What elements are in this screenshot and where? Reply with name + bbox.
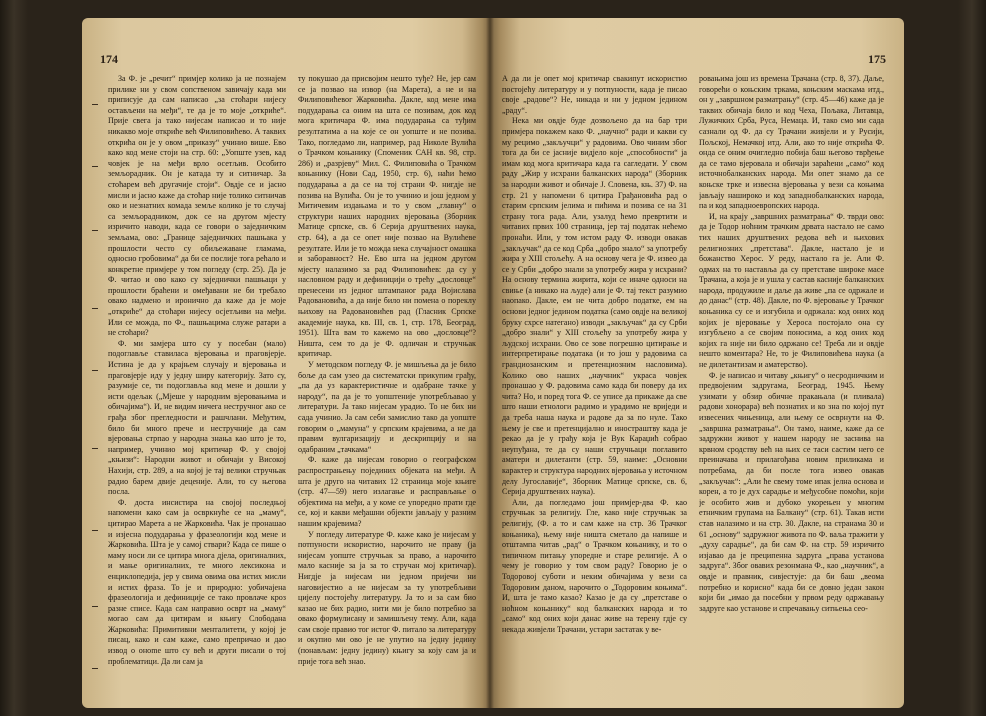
paragraph: И, на крају „завршних разматрања“ Ф. тврди ово: да је Тодор ноћним трачким дрвата настало не само тих наших друштвених редова већ и њихових религиозних „претстава“. Дакле, настало је и божанство Херос. У реду, настало га је. Али Ф. одмах на то наставља да су претставе широке масе Трачана, а која је и ушла у састав касније балканских народа, продужиле и даље да живе „па се одржале и до данас“ (стр. 48). Дакле, по Ф. вјеровање у Трачког коњаника су се и изгубила и одржала: код оних код којих је вјеровање у Хероса постојало она су изгубљено а се својим поносима, а код оних код којих га није ни било одржано се! Треба ли и овдје нешто коментара? Не, то је Филиповићева наука (а не дилетантизам и аматерство).: [699, 211, 884, 370]
paragraph: У методском погледу Ф. је мишљења да је било боље да сам узео да систематски прикупим грађу, „па да уз карактеристичне и одабране тачке у народу“, па да је то уопштеније употребљавао у литератури. Ја тако нијесам урадио. То не бих ни сада учинио. Ја сам себи замислио тако да уопште говорим о „мамуна“ у српским крајевима, а не да правим вулгаризацију и дескрипцију и на одабраним „тачкама“: [298, 360, 476, 454]
left-page: [82, 18, 490, 708]
paragraph: У погледу литературе Ф. каже како је нијесам у потпуности искористио, нарочито не праву (ја нијесам уопште стручњак за право, а нарочито мало касније за ја за то стручан мој критичар). Нигдје ја нијесам ни једном пријечи ни наговијестио а не нијесам за ту употребљиви цијелу постојећу литературу. Ја то и за сам био казао не бих радио, нити ми је било потребно за овако формулисану и замишљену тему. Али, када сам своје правио тог истог Ф. питало за литературу и окупио ми ово је не упутио на једну једину (понављам: једну једину) књигу за коју сам ја и прије тога већ знао.: [298, 529, 476, 666]
right-page: [490, 18, 904, 708]
margin-mark: [92, 668, 98, 669]
margin-mark: [92, 530, 98, 531]
paragraph: Ф. каже да нијесам говорио о географском распрострањењу појединих објеката на међи. А шта је друго на читавих 12 страница моје књиге (стр. 47—59) него излагање и расправљање о објектима на међи, а у коме се упоредно прати где се, кој и какви међашни објекти јављају у разним нашим крајевима?: [298, 455, 476, 528]
page-number-right: 175: [868, 52, 886, 66]
right-page-column-1: [502, 74, 687, 700]
paragraph: А да ли је опет мој критичар свакипут искористио постојећу литературу и у потпуности, када је писао своје „радове“? Не, никада и ни у једном једином „раду“.: [502, 74, 687, 115]
page-number-left: 174: [100, 52, 118, 66]
left-page-column-2: [298, 74, 476, 700]
margin-mark: [92, 370, 98, 371]
paragraph: Нека ми овдје буде дозвољено да на бар три примјера покажем како Ф. „научно“ ради и какви су му рецимо „закључци“ у радовима. Ово чиним због тога да би се јасније видјело које „способности“ ја имам код мога критичара када га сагледати. У свом раду „Жир у исхрани балканских народа“ (Зборник за народни живот и обичаје Ј. Словена, књ. 37) Ф. на стр. 21 у напомени 6 цитира Грађановића рад о старим српским јелима и пићима и позива се на 31 страну тога рада. Али, узалуд ћемо превртити и читавих првих 100 страница, јер тај податак нећемо пронаћи. Или, у том истом раду Ф. изводи овакав „закључак“ да се код Срба „добро знало“ за употребу жира у XIII стољећу. А на основу чега је Ф. извео да се у Срби „добро знали за употребу жира у исхрани? На основу термина жирита, који се иначе односи на свиње (а никако на људе) али је Ф. тај текст разумио наопако. Дакле, ем не чита добро податке, ем на основи једног једином податка (само овдје на великој бруку схрсе натегано) изводи „закључак“ да су Срби „добро знали“ у XIII стољећу за употребу жира у људској исхрани. Ово се зове погрешно цитирање и интерпретирање података (и то још у радовима са грандиозанским и претенциозним насловима). Колико ово наших „научник“ украса човјек пронашао у Ф. радовима само када би поверу да их чита? Но, и поред тога Ф. се уписе да прикаже да све што наши етнологи радимо и урадимо не вриједи и да треба наша наука и радове да за по нуле. Тако њему је све и претенцијално и иностраштву када је рекао да је у грађу која је Вук Караџић cобрао неупуђана, те да су наши стручњаци поглавито аматери и дилетанти (стр. 59, наиме: „Основни карактер и структура народних вјеровања у источном делу Југославије“, Зборник Матице српске, св. 6, Серија друштвених наука).: [502, 116, 687, 497]
margin-mark: [92, 308, 98, 309]
paragraph: Али, да погледамо још примјер-два Ф. као стручњак за религију. Гле, како није стручњак за религију, (Ф. а то и сам каже на стр. 36 Трачког коњаника), њему није ништа сметало да напише и отштампа читав „рад“ о Трачком коњанику, и то о типичном питању упоредне и старе религије. А о чему је говорио у том свом раду? Говорио је о Тодоровој суботи и неким обичајима у вези са Тодоровим даном, нарочито о „Тодоровим коњима“. И, шта је тамо казао? Казао је да су „претставе о ноћном коњанику“ код балканских народа и то „само“ код оних који данас живе на терену гдје су некада живјели Трачани, устари застатак у ве-: [502, 497, 687, 634]
paragraph: ровањима још из времена Трачана (стр. 8, 37). Даље, говорећи о коњским тркама, коњским маскама итд., он у „завршном разматрању“ (стр. 45—46) каже да је таквих обичаја било и код Чеха, Пољака, Литавца, Лужичких Срба, Руса, Немаца. И, тако смо ми сада сазнали од Ф. да су Трачани живјели и у Русији, Пољској, Немачкој итд. Али, ако то није открића Ф. онда се оним очигледно побија баш његово тврђење да се тамо вјеровала и обичаји зараћени „само“ код источнобалканских народа. Ми опет знамо да се коњске трке и извесна вјеровања у вези са коњима јављају нашироко и код западнобалканских народа, па и код западноевропских народа.: [699, 74, 884, 211]
paragraph: Ф. ми замјера што су у посебан (мало) подоглавље ставиласа вјеровања и праговјерје. Истина је да у крајњем случају и вјеровања и праговјерје иду у једну ширу категорију. Зато су, разумије се, ти подоглавља код мене и дошли у исти одељак („Мјеше у народним вјеровањима и обичајима“). И, не видим ничега нестручног ако се грађа због прегледности и рашчлани. Међутим, било би много прече и нестручније да сам вјеровања стрпао у народна знања као што је то, например, учинио мој критичар Ф. у својој „књизи“: Народни живот и обичаји у Високој Нахији, стр. 289, а на којој је тај велики стручњак радио барем двије деценије. Али, то су његова посла.: [108, 338, 286, 497]
left-page-columns: [108, 74, 476, 700]
margin-mark: [92, 166, 98, 167]
right-page-column-2: [699, 74, 884, 700]
paragraph: За Ф. је „речит“ примјер колико ја не познајем прилике ни у свом сопственом завичају када ми приписује да сам написао „за стоћари нијесу остављени на међи“, те да је то моје „откриће“. Прије свега ја тако нијесам написао и то није никакво моје откриће већ Филиповићево. А таквих открића он је у овом „приказу“ учинио више. Ево како код мене стоји на стр. 60: „Уопште узев, кад човјек је на међи врло осетљив. Особито земљорадник. Он је катада ту и ситничар. За стоћарем већ другачије стоји“. Овдје се и јасно мисли и јасно каже да стоћар није толико ситничав око и незнатних комада земље колико је то случај са земљорадником, док се на другом мјесту изричито наводи, када се говори о заједничким земљама, ово: „Границе заједничких пашњака у прошлости често су обиљежаване гламама, односно гробовима“ да би се послије тога рећало и конкретне примјере у том погледу (стр. 25). Да је Ф. читао и ово како су заједнички пашњаци у прошлости браћени и омеђавани не би требало овако надмено и иронично да каже да је моје „откриће“ да стоћари нијесу осјетљиви на међи. Или се можда, по Ф., пашњацима служе ратари а не стоћари?: [108, 74, 286, 338]
margin-mark: [92, 606, 98, 607]
book-gutter: [486, 18, 494, 708]
margin-mark: [92, 230, 98, 231]
paragraph: Ф. доста инсистира на својој последњој напомени како сам ја освркнуће се на „маму“, цитирао Марета а не Жарковића. Чак је пронашао и изјесна подударања у фразеологији код мене и Жарковића. Шта је у самој ствари? Када се пише о маму носи ли се цитира многа дјела, оригиналних, и мање оригиналних, те много лексикона и енциклопедија, јер у свима овима ова истих мисли и истих фраза. То је и природно: уобичајена фразеологија и дефиниције се тако провлаче кроз разне списе. Када сам направио осврт на „маму“ могао сам да цитирам и књигу Слободана Жарковића: Примитивни менталитети, у којој је писац, како и сам каже, само препричао и дао извод о онome што су већ и други писали о тој проблематици. Да ли сам ја: [108, 497, 286, 666]
paragraph: Ф. је написао и читаву „књигу“ о несродничким и предвојеним задругама, Београд, 1945. Њему узимати у обзир обичне пракањала (и пливала) радови хонорара) већ познатих и ко зна по којој пут извесених чињеница, али њему се осврнути на Ф. „завршна разматрања“. Он тамо, наиме, каже да се задружни живот у нашем народу не заснива на крвном сродству већ на њих се таси састим него се преиначава и прилагођава новим приликама и потребама, да би после тога извео овакав „закључак“: „Али ће свему томе ипак јелна основа и корен, а то је дух сарадње и међусобне помоћи, који је особито жив и дубоко укорењен у многим етничким групама на Балкану“ (стр. 61). Такав исти став налазимо и на стр. 30. Дакле, на странама 30 и 61 „основу“ задружног живота по Ф. ваља тражити у „духу сарадње“, да би сам Ф. на стр. 59 изричито изјавао да је преципенна задруга „права установа задруга“. Због овавих резонмана Ф., као „научник“, а овдје и правник, сивјестује: да би баш „веома потребно и корисно“ када би се довно један закон који би „имао да посебни у првом реду одржавању задруге као установе и спречавању ситњења сео-: [699, 370, 884, 613]
left-page-column-1: [108, 74, 286, 700]
paragraph: ту покушао да присвојим нешто туђе? Не, јер сам се ја позвао на извор (на Марета), а не и на Филиповићевог Жарковића. Дакле, код мене има подударања са оним на шта се позивам, док код мога критичара Ф. има подударања са туђим резултатима а на које се он уопште и не позива. Тако, погледамо ли, например, рад Николе Вулића о Трачком коњанику (Споменик САН кв. 98, стр. 286) и „разрјеву“ Мил. С. Филиповића о Трачком коњанику (Нови Сад, 1950, стр. 6), наћи ћемо подударања а да се на тој страни Ф. нигдје не позива на Вулића. Он је то учинио и још једном у Митичевим издањама и то у свом „главну“ о структури наших народних вјеровања (Зборник Матице српске, св. 6 Серија друштвених наука, стр. 64), а да се опет није позвао на Вулићеве резултате. Или је то можда нека случајност омашка и заборавност? Не. Ево шта на једном другом мјесту налазимо за рад Филиповићев: да су у насловном раду и дефиницији о трећу „дословце“ пренесени из једног штампаног рада Војислава Радовановића, а да није било ни помена о пореклу њихову на Радовановићев рад (Гласник Српске академије наука, кв. III, св. 1, стр. 178, Београд, 1951). Шта вам то кажемо на ово „дословце“? Ништа, сем то да је Ф. одличан и стручњак критичар.: [298, 74, 476, 359]
margin-mark: [92, 104, 98, 105]
right-page-columns: [502, 74, 884, 700]
margin-mark: [92, 448, 98, 449]
